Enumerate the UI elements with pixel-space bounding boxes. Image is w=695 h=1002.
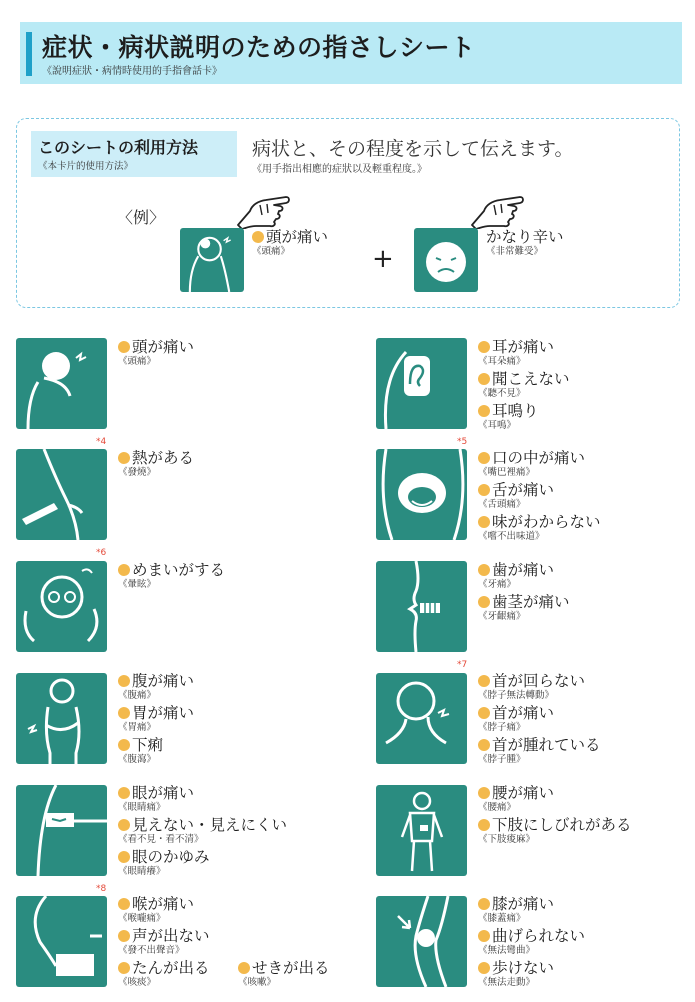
dizziness-icon [16,561,107,652]
sad-face-icon [414,228,478,292]
example-symptom-1: 頭が痛い 《頭痛》 [252,228,329,257]
eye-pain-icon [16,785,107,876]
howto-label: このシートの利用方法 [38,138,199,157]
pointing-hand-icon [234,191,294,229]
footnote-mark: *7 [457,660,468,670]
footnote-mark: *6 [96,548,107,558]
example-label: 〈例〉 [117,208,166,227]
symptom-group-fever: 熱がある 《發燒》 [118,449,195,478]
title-accent-bar [26,32,32,76]
footnote-mark: *4 [96,437,107,447]
symptom-group-mouth: 口の中が痛い 《嘴巴裡痛》 舌が痛い 《舌頭痛》 味がわからない 《嚐不出味道》 [478,449,601,542]
symptom-group-eyes: 眼が痛い 《眼睛痛》 見えない・見えにくい 《看不見・看不清》 眼のかゆみ 《眼睛癢》 [118,784,288,877]
symptom-group-throat: 喉が痛い 《喉嚨痛》 声が出ない 《發不出聲音》 たんが出る 《咳痰》 せきが出る 《咳嗽》 [118,895,330,988]
example-symptom-2: かなり辛い 《非常難受》 [486,228,564,257]
howto-label-sub: 《本卡片的使用方法》 [38,161,134,172]
howto-description-sub: 《用手指出相應的症狀以及輕重程度。》 [252,164,427,175]
knee-pain-icon [376,896,467,987]
symptom-group-neck: 首が回らない 《脖子無法轉動》 首が痛い 《脖子痛》 首が腫れている 《脖子腫》 [478,672,601,765]
back-pain-icon [376,785,467,876]
thermometer-icon [16,449,107,540]
symptom-group-head: 頭が痛い 《頭痛》 [118,338,195,367]
footnote-mark: *8 [96,884,107,894]
headache-icon [16,338,107,429]
symptom-group-dizziness: めまいがする 《暈眩》 [118,561,226,590]
stomachache-icon [16,673,107,764]
symptom-group-ears: 耳が痛い 《耳朵痛》 聞こえない 《聽不見》 耳鳴り 《耳鳴》 [478,338,570,431]
symptom-group-abdomen: 腹が痛い 《腹痛》 胃が痛い 《胃痛》 下痢 《腹瀉》 [118,672,195,765]
page-title: 症状・病状説明のための指さしシート [42,33,476,62]
mouth-icon [376,449,467,540]
sore-throat-icon [16,896,107,987]
footnote-mark: *5 [457,437,468,447]
neck-pain-icon [376,673,467,764]
page-subtitle: 《說明症狀・病情時使用的手指會話卡》 [42,66,222,77]
plus-sign: + [372,244,394,274]
headache-icon [180,228,244,292]
pointing-hand-icon [468,191,528,229]
tooth-icon [376,561,467,652]
howto-description: 病状と、その程度を示して伝えます。 [252,138,574,160]
symptom-group-teeth: 歯が痛い 《牙痛》 歯茎が痛い 《牙齦痛》 [478,561,570,622]
symptom-group-back: 腰が痛い 《腰痛》 下肢にしびれがある 《下肢痠麻》 [478,784,632,845]
symptom-group-knee: 膝が痛い 《膝蓋痛》 曲げられない 《無法彎曲》 歩けない 《無法走動》 [478,895,586,988]
ear-icon [376,338,467,429]
